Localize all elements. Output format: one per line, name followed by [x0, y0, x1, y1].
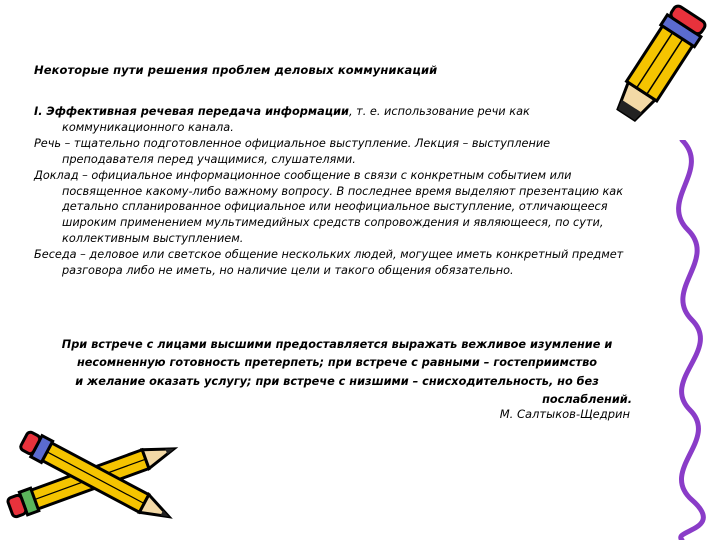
paragraph-speech-transfer [34, 104, 634, 136]
paragraph-text: , т. е. использование речи как коммуникационного канала. [62, 105, 530, 134]
crossed-pencils-icon [0, 420, 200, 540]
quote-author: М. Салтыков-Щедрин [499, 407, 630, 421]
document-heading: Некоторые пути решения проблем деловых коммуникаций [34, 63, 438, 77]
paragraph-text: Беседа – деловое или светское общение нескольких людей, могущее иметь конкретный предмет разговора либо не иметь, но наличие цели и такого общения обязательно. [34, 248, 624, 278]
paragraph-conversation [34, 247, 634, 279]
quote-line: несомненную готовность претерпеть; при встрече с равными – гостеприимство [76, 356, 598, 370]
pencil-icon [598, 2, 720, 132]
paragraph-report [34, 168, 634, 248]
paragraph-text: Речь – тщательно подготовленное официальное выступление. Лекция – выступление преподавателя перед учащимися, слушателями. [34, 136, 551, 166]
epigraph-quote [42, 336, 632, 410]
quote-line: послаблений. [542, 393, 632, 407]
document-body [34, 104, 634, 279]
quote-line: и желание оказать услугу; при встрече с низшими – снисходительность, но без [75, 374, 599, 388]
paragraph-text: Доклад – официальное информационное сообщение в связи с конкретным событием или посвященное какому-либо важному вопросу. В последнее время выделяют презентацию как детально спланированное официальное или неофициальное выступление, отличающееся широким применением мультимедийных средств сопровождения и являющееся, по сути, коллективным выступлением. [34, 168, 624, 246]
quote-line: При встрече с лицами высшими предоставляется выражать вежливое изумление и [61, 338, 613, 351]
paragraph-lead: I. Эффективная речевая передача информации [34, 105, 349, 118]
paragraph-speech [34, 136, 634, 168]
squiggle-line-icon [652, 140, 720, 540]
